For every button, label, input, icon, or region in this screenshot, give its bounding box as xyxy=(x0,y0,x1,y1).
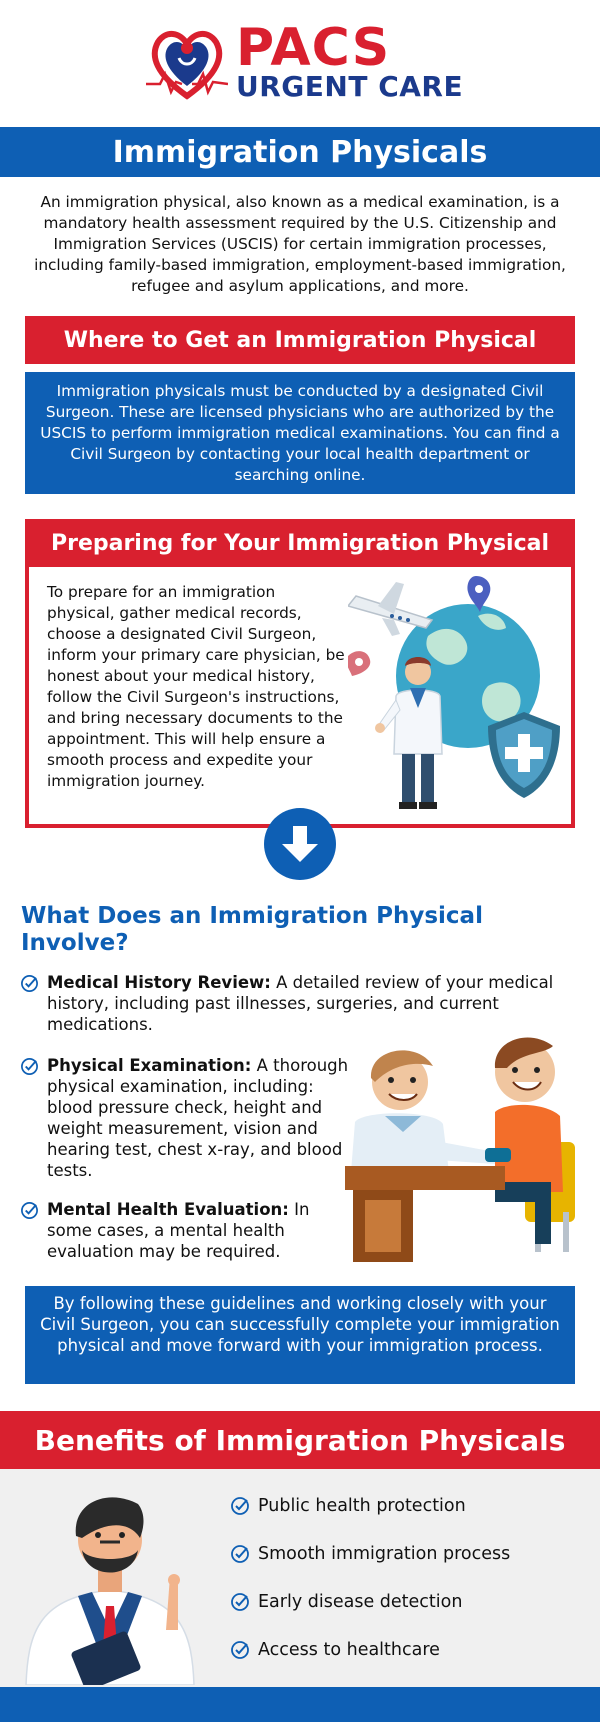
check-circle-icon xyxy=(230,1544,250,1564)
benefit-item xyxy=(230,1496,466,1516)
item-label: Mental Health Evaluation: xyxy=(47,1200,289,1219)
benefit-label: Early disease detection xyxy=(258,1592,463,1612)
check-circle-icon xyxy=(20,1057,39,1076)
benefit-label: Smooth immigration process xyxy=(258,1544,511,1564)
closing-paragraph: By following these guidelines and working closely with your Civil Surgeon, you can successfully complete your immigration physical and move forward with your immigration process. xyxy=(25,1286,575,1384)
logo-secondary-text: URGENT CARE xyxy=(236,70,464,103)
logo-primary-text: PACS xyxy=(236,18,391,78)
item-text: A detailed review of your medical history, including past illnesses, surgeries, and current medications. xyxy=(47,973,554,1034)
benefit-item xyxy=(230,1640,440,1660)
logo xyxy=(0,0,600,126)
check-circle-icon xyxy=(230,1496,250,1516)
page-title: Immigration Physicals xyxy=(0,127,600,177)
benefit-item xyxy=(230,1592,462,1612)
check-circle-icon xyxy=(20,1201,39,1220)
doctor-icon xyxy=(20,1480,200,1685)
shield-icon xyxy=(488,712,560,798)
doctor-globe-illustration xyxy=(348,576,570,821)
preparing-heading: Preparing for Your Immigration Physical xyxy=(25,519,575,567)
benefits-heading: Benefits of Immigration Physicals xyxy=(0,1411,600,1469)
doctor-patient-illustration xyxy=(345,1032,585,1262)
item-text: In some cases, a mental health evaluation may be required. xyxy=(47,1200,310,1261)
item-label: Medical History Review: xyxy=(47,973,271,992)
intro-paragraph: An immigration physical, also known as a medical examination, is a mandatory health assessment required by the U.S. Citizenship and Immigration Services (USCIS) for certain immigration processes, including family-based immigration, employment-based immigration, refugee and asylum applications, and more. xyxy=(34,193,566,295)
benefit-label: Access to healthcare xyxy=(258,1640,440,1660)
item-label: Physical Examination: xyxy=(47,1056,252,1075)
benefit-label: Public health protection xyxy=(258,1496,466,1516)
preparing-body: To prepare for an immigration physical, gather medical records, choose a designated Civil Surgeon, inform your primary care physician, be honest about your medical history, follow the Civil Surgeon's instructions, and bring necessary documents to the appointment. This will help ensure a smooth process and expedite your immigration journey. xyxy=(47,583,345,790)
benefit-item xyxy=(230,1544,510,1564)
where-body: Immigration physicals must be conducted by a designated Civil Surgeon. These are licensed physicians who are authorized by the USCIS to perform immigration medical examinations. You can find a Civil Surgeon by contacting your local health department or searching online. xyxy=(25,372,575,494)
footer-bar xyxy=(0,1687,600,1722)
check-circle-icon xyxy=(20,974,39,993)
check-circle-icon xyxy=(230,1592,250,1612)
down-arrow-icon xyxy=(264,808,336,880)
item-text: A thorough physical examination, including: blood pressure check, height and weight measurement, vision and hearing test, chest x-ray, and blood tests. xyxy=(47,1056,349,1180)
heart-logo-icon xyxy=(146,26,228,104)
where-heading: Where to Get an Immigration Physical xyxy=(25,316,575,364)
involve-heading: What Does an Immigration Physical Involve? xyxy=(21,903,483,956)
check-circle-icon xyxy=(230,1640,250,1660)
